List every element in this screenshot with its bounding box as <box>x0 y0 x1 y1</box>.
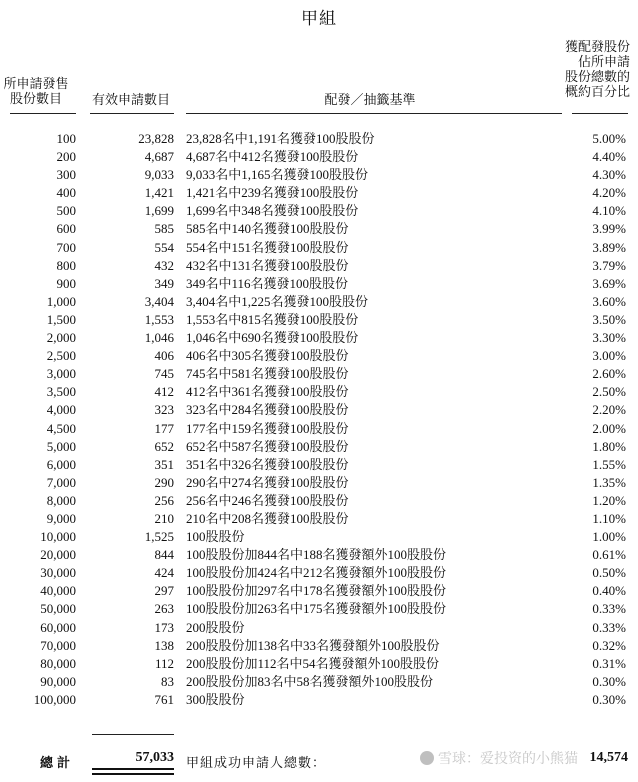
successful-applicants-label: 甲組成功申請人總數： <box>186 756 327 771</box>
cell-valid-applications: 424 <box>154 565 174 581</box>
cell-valid-applications: 349 <box>154 275 174 291</box>
cell-applied-shares: 70,000 <box>40 637 76 653</box>
cell-allocation-percentage: 0.33% <box>592 601 626 617</box>
cell-allocation-percentage: 1.00% <box>592 529 626 545</box>
cell-valid-applications: 290 <box>154 474 174 490</box>
cell-allocation-basis: 585名中140名獲發100股股份 <box>186 221 349 237</box>
cell-allocation-percentage: 0.31% <box>592 655 626 671</box>
cell-valid-applications: 256 <box>154 492 174 508</box>
total-label: 總計 <box>40 756 75 771</box>
cell-applied-shares: 3,500 <box>46 384 76 400</box>
cell-allocation-percentage: 3.00% <box>592 348 626 364</box>
cell-applied-shares: 200 <box>56 149 76 165</box>
cell-applied-shares: 100 <box>56 131 76 146</box>
cell-allocation-percentage: 3.89% <box>592 239 626 255</box>
cell-applied-shares: 1,500 <box>46 311 76 327</box>
cell-allocation-basis: 200股股份加83名中58名獲發額外100股股份 <box>186 673 434 689</box>
cell-allocation-basis: 554名中151名獲發100股股份 <box>186 239 349 255</box>
cell-applied-shares: 4,000 <box>46 402 76 418</box>
cell-allocation-basis: 256名中246名獲發100股股份 <box>186 492 349 508</box>
cell-allocation-percentage: 2.20% <box>592 402 626 418</box>
table-row <box>0 166 638 184</box>
table-row <box>0 239 638 257</box>
table-row <box>0 148 638 166</box>
cell-allocation-basis: 349名中116名獲發100股股份 <box>186 275 349 291</box>
cell-valid-applications: 1,525 <box>144 529 174 545</box>
table-row <box>0 691 638 709</box>
cell-allocation-basis: 200股股份 <box>186 619 245 635</box>
cell-allocation-basis: 23,828名中1,191名獲發100股股份 <box>186 131 375 146</box>
cell-applied-shares: 500 <box>56 203 76 219</box>
cell-allocation-percentage: 1.10% <box>592 510 626 526</box>
table-row <box>0 347 638 365</box>
cell-valid-applications: 1,699 <box>144 203 174 219</box>
allocation-table <box>0 130 638 709</box>
cell-allocation-percentage: 3.69% <box>592 275 626 291</box>
cell-allocation-basis: 745名中581名獲發100股股份 <box>186 366 349 382</box>
cell-allocation-basis: 652名中587名獲發100股股份 <box>186 438 349 454</box>
cell-allocation-percentage: 4.30% <box>592 167 626 183</box>
cell-valid-applications: 297 <box>154 583 174 599</box>
table-row <box>0 528 638 546</box>
table-row <box>0 383 638 401</box>
cell-valid-applications: 412 <box>154 384 174 400</box>
cell-allocation-basis: 100股股份加844名中188名獲發額外100股股份 <box>186 547 447 563</box>
header-allocation-percentage: 獲配發股份 佔所申請 股份總數的 概約百分比 <box>564 40 630 100</box>
cell-allocation-basis: 290名中274名獲發100股股份 <box>186 474 349 490</box>
cell-applied-shares: 5,000 <box>46 438 76 454</box>
cell-allocation-percentage: 0.30% <box>592 691 626 707</box>
cell-applied-shares: 400 <box>56 185 76 201</box>
successful-applicants-value: 14,574 <box>589 750 628 765</box>
cell-allocation-percentage: 1.20% <box>592 492 626 508</box>
header-rule <box>186 113 562 114</box>
cell-applied-shares: 700 <box>56 239 76 255</box>
cell-valid-applications: 432 <box>154 257 174 273</box>
cell-valid-applications: 1,553 <box>144 311 174 327</box>
cell-valid-applications: 1,421 <box>144 185 174 201</box>
watermark <box>420 748 578 768</box>
table-row <box>0 202 638 220</box>
page-title: 甲組 <box>301 9 337 29</box>
header-rule <box>572 113 628 114</box>
table-row <box>0 257 638 275</box>
cell-valid-applications: 3,404 <box>144 293 174 309</box>
cell-applied-shares: 8,000 <box>46 492 76 508</box>
cell-applied-shares: 2,000 <box>46 330 76 346</box>
table-row <box>0 474 638 492</box>
cell-allocation-percentage: 3.60% <box>592 293 626 309</box>
cell-applied-shares: 600 <box>56 221 76 237</box>
header-applied-shares: 所申請發售 股份數目 <box>3 77 69 107</box>
cell-allocation-basis: 1,699名中348名獲發100股股份 <box>186 203 359 219</box>
cell-allocation-basis: 406名中305名獲發100股股份 <box>186 348 349 364</box>
cell-applied-shares: 4,500 <box>46 420 76 436</box>
snowball-logo-icon <box>420 751 434 765</box>
cell-allocation-percentage: 4.20% <box>592 185 626 201</box>
cell-valid-applications: 406 <box>154 348 174 364</box>
table-row <box>0 184 638 202</box>
cell-allocation-basis: 412名中361名獲發100股股份 <box>186 384 349 400</box>
cell-allocation-basis: 351名中326名獲發100股股份 <box>186 456 349 472</box>
cell-allocation-basis: 100股股份 <box>186 529 245 545</box>
cell-applied-shares: 3,000 <box>46 366 76 382</box>
cell-applied-shares: 100,000 <box>33 691 76 707</box>
cell-applied-shares: 50,000 <box>40 601 76 617</box>
cell-valid-applications: 138 <box>154 637 174 653</box>
cell-allocation-percentage: 2.50% <box>592 384 626 400</box>
table-row <box>0 673 638 691</box>
watermark-text: 雪球：爱投资的小熊猫 <box>438 751 578 767</box>
header-rule <box>90 113 174 114</box>
cell-applied-shares: 30,000 <box>40 565 76 581</box>
cell-allocation-percentage: 3.30% <box>592 330 626 346</box>
header-valid-applications: 有效申請數目 <box>91 93 170 108</box>
cell-allocation-basis: 1,046名中690名獲發100股股份 <box>186 330 359 346</box>
cell-applied-shares: 1,000 <box>46 293 76 309</box>
cell-allocation-percentage: 3.79% <box>592 257 626 273</box>
cell-allocation-percentage: 0.50% <box>592 565 626 581</box>
cell-applied-shares: 9,000 <box>46 510 76 526</box>
cell-allocation-percentage: 1.35% <box>592 474 626 490</box>
table-row <box>0 582 638 600</box>
cell-allocation-basis: 4,687名中412名獲發100股股份 <box>186 149 359 165</box>
cell-valid-applications: 745 <box>154 366 174 382</box>
cell-allocation-percentage: 0.61% <box>592 547 626 563</box>
cell-valid-applications: 112 <box>154 655 174 671</box>
cell-valid-applications: 177 <box>154 420 174 436</box>
cell-valid-applications: 554 <box>154 239 174 255</box>
table-row <box>0 130 638 148</box>
cell-allocation-percentage: 4.40% <box>592 149 626 165</box>
cell-allocation-percentage: 5.00% <box>592 131 626 146</box>
table-row <box>0 637 638 655</box>
cell-allocation-percentage: 2.00% <box>592 420 626 436</box>
cell-valid-applications: 23,828 <box>138 131 174 146</box>
cell-applied-shares: 90,000 <box>40 673 76 689</box>
cell-allocation-basis: 9,033名中1,165名獲發100股股份 <box>186 167 369 183</box>
cell-valid-applications: 210 <box>154 510 174 526</box>
total-value: 57,033 <box>135 750 174 765</box>
cell-applied-shares: 80,000 <box>40 655 76 671</box>
table-row <box>0 564 638 582</box>
table-row <box>0 420 638 438</box>
cell-valid-applications: 351 <box>154 456 174 472</box>
cell-allocation-percentage: 4.10% <box>592 203 626 219</box>
cell-applied-shares: 7,000 <box>46 474 76 490</box>
table-row <box>0 492 638 510</box>
cell-allocation-basis: 100股股份加297名中178名獲發額外100股股份 <box>186 583 447 599</box>
header-allocation-basis: 配發／抽籤基準 <box>324 93 416 108</box>
cell-valid-applications: 844 <box>154 547 174 563</box>
cell-allocation-percentage: 1.55% <box>592 456 626 472</box>
cell-allocation-basis: 210名中208名獲發100股股份 <box>186 510 349 526</box>
table-row <box>0 220 638 238</box>
cell-allocation-basis: 432名中131名獲發100股股份 <box>186 257 349 273</box>
cell-allocation-percentage: 1.80% <box>592 438 626 454</box>
header-rule <box>10 113 76 114</box>
cell-valid-applications: 652 <box>154 438 174 454</box>
cell-valid-applications: 173 <box>154 619 174 635</box>
cell-allocation-basis: 100股股份加263名中175名獲發額外100股股份 <box>186 601 447 617</box>
table-row <box>0 329 638 347</box>
cell-allocation-percentage: 0.32% <box>592 637 626 653</box>
cell-allocation-percentage: 0.40% <box>592 583 626 599</box>
table-row <box>0 365 638 383</box>
table-row <box>0 293 638 311</box>
cell-applied-shares: 900 <box>56 275 76 291</box>
cell-applied-shares: 60,000 <box>40 619 76 635</box>
table-row <box>0 438 638 456</box>
cell-allocation-basis: 100股股份加424名中212名獲發額外100股股份 <box>186 565 447 581</box>
cell-applied-shares: 10,000 <box>40 529 76 545</box>
cell-allocation-percentage: 3.50% <box>592 311 626 327</box>
cell-allocation-basis: 200股股份加112名中54名獲發額外100股股份 <box>186 655 440 671</box>
double-underline <box>92 773 174 775</box>
cell-valid-applications: 83 <box>161 673 174 689</box>
table-row <box>0 655 638 673</box>
cell-applied-shares: 20,000 <box>40 547 76 563</box>
cell-allocation-basis: 177名中159名獲發100股股份 <box>186 420 349 436</box>
cell-valid-applications: 585 <box>154 221 174 237</box>
table-row <box>0 546 638 564</box>
table-row <box>0 275 638 293</box>
table-row <box>0 311 638 329</box>
cell-valid-applications: 323 <box>154 402 174 418</box>
cell-allocation-percentage: 0.30% <box>592 673 626 689</box>
cell-allocation-basis: 3,404名中1,225名獲發100股股份 <box>186 293 369 309</box>
cell-allocation-percentage: 3.99% <box>592 221 626 237</box>
cell-allocation-basis: 300股股份 <box>186 691 245 707</box>
cell-allocation-percentage: 0.33% <box>592 619 626 635</box>
table-row <box>0 456 638 474</box>
table-row <box>0 600 638 618</box>
cell-valid-applications: 4,687 <box>144 149 174 165</box>
cell-applied-shares: 6,000 <box>46 456 76 472</box>
cell-applied-shares: 40,000 <box>40 583 76 599</box>
cell-allocation-percentage: 2.60% <box>592 366 626 382</box>
cell-valid-applications: 9,033 <box>144 167 174 183</box>
cell-applied-shares: 800 <box>56 257 76 273</box>
cell-valid-applications: 1,046 <box>144 330 174 346</box>
cell-allocation-basis: 323名中284名獲發100股股份 <box>186 402 349 418</box>
cell-valid-applications: 263 <box>154 601 174 617</box>
double-underline <box>92 768 174 770</box>
cell-applied-shares: 2,500 <box>46 348 76 364</box>
table-row <box>0 401 638 419</box>
sum-rule <box>92 734 174 735</box>
cell-allocation-basis: 1,553名中815名獲發100股股份 <box>186 311 359 327</box>
cell-allocation-basis: 1,421名中239名獲發100股股份 <box>186 185 359 201</box>
table-row <box>0 510 638 528</box>
cell-valid-applications: 761 <box>154 691 174 707</box>
cell-applied-shares: 300 <box>56 167 76 183</box>
table-row <box>0 619 638 637</box>
cell-allocation-basis: 200股股份加138名中33名獲發額外100股股份 <box>186 637 440 653</box>
